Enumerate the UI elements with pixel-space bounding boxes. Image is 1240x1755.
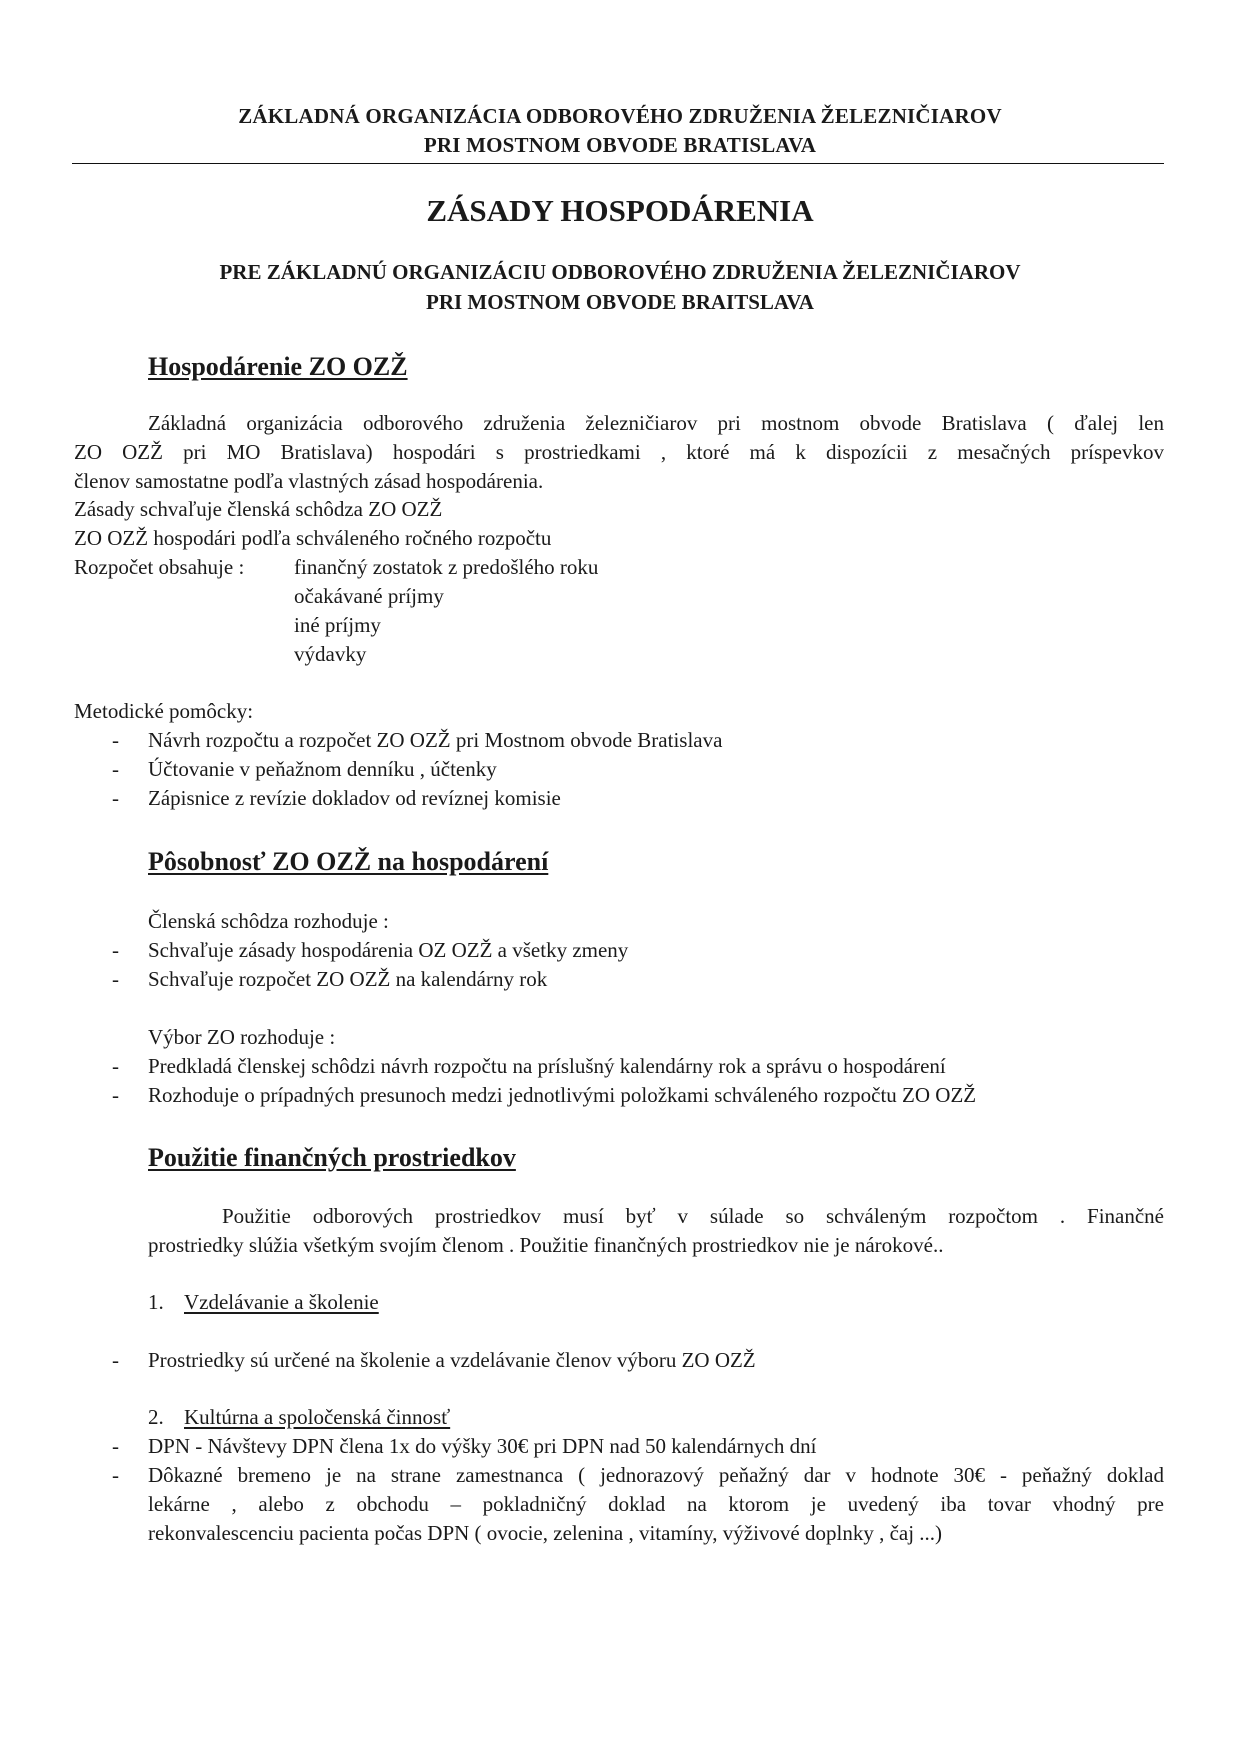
budget-item: iné príjmy — [294, 613, 381, 637]
bullet-dash: - — [112, 1463, 119, 1487]
culture-item-line: lekárne , alebo z obchodu – pokladničný doklad na ktorom je uvedený iba tovar vhodný pre — [148, 1492, 1164, 1516]
list-item-title-culture: Kultúrna a spoločenská činnosť — [184, 1405, 451, 1429]
bullet-dash: - — [112, 938, 119, 962]
committee-item: Rozhoduje o prípadných presunoch medzi jednotlivými položkami schváleného rozpočtu ZO OZŽ — [148, 1083, 977, 1107]
budget-contents-label: Rozpočet obsahuje : — [74, 555, 245, 579]
list-item-title-education: Vzdelávanie a školenie — [184, 1290, 379, 1314]
document-title: ZÁSADY HOSPODÁRENIA — [426, 193, 814, 228]
paragraph-line: prostriedky slúžia všetkým svojím členom . Použitie finančných prostriedkov nie je nárokové.. — [148, 1233, 944, 1257]
bullet-dash: - — [112, 1348, 119, 1372]
members-meeting-label: Členská schôdza rozhoduje : — [148, 909, 389, 933]
section-heading-hospodarenie: Hospodárenie ZO OZŽ — [148, 352, 408, 381]
committee-item: Predkladá členskej schôdzi návrh rozpočtu na príslušný kalendárny rok a správu o hospodárení — [148, 1054, 946, 1078]
header-rule — [72, 163, 1164, 164]
paragraph-line: Použitie odborových prostriedkov musí byť v súlade so schváleným rozpočtom . Finančné — [222, 1204, 1164, 1228]
methodical-aids-label: Metodické pomôcky: — [74, 699, 254, 723]
budget-item: očakávané príjmy — [294, 584, 444, 608]
budget-item: výdavky — [294, 642, 367, 666]
bullet-dash: - — [112, 757, 119, 781]
members-item: Schvaľuje zásady hospodárenia OZ OZŽ a všetky zmeny — [148, 938, 629, 962]
approval-line: Zásady schvaľuje členská schôdza ZO OZŽ — [74, 497, 443, 521]
members-item: Schvaľuje rozpočet ZO OZŽ na kalendárny rok — [148, 967, 548, 991]
org-name-line1: ZÁKLADNÁ ORGANIZÁCIA ODBOROVÉHO ZDRUŽENIA ŽELEZNIČIAROV — [238, 104, 1002, 128]
section-heading-pouzitie: Použitie finančných prostriedkov — [148, 1143, 516, 1172]
bullet-dash: - — [112, 1434, 119, 1458]
education-item: Prostriedky sú určené na školenie a vzdelávanie členov výboru ZO OZŽ — [148, 1348, 756, 1372]
section-heading-posobnost: Pôsobnosť ZO OZŽ na hospodárení — [148, 847, 549, 876]
list-item-number: 2. — [148, 1405, 164, 1429]
paragraph-line: členov samostatne podľa vlastných zásad hospodárenia. — [74, 469, 544, 493]
budget-line: ZO OZŽ hospodári podľa schváleného ročného rozpočtu — [74, 526, 552, 550]
bullet-dash: - — [112, 728, 119, 752]
list-item-number: 1. — [148, 1290, 164, 1314]
culture-item: DPN - Návštevy DPN člena 1x do výšky 30€ pri DPN nad 50 kalendárnych dní — [148, 1434, 817, 1458]
budget-item: finančný zostatok z predošlého roku — [294, 555, 599, 579]
culture-item-line: Dôkazné bremeno je na strane zamestnanca ( jednorazový peňažný dar v hodnote 30€ - peňažný doklad — [148, 1463, 1164, 1487]
org-name-line2: PRI MOSTNOM OBVODE BRATISLAVA — [423, 133, 817, 157]
subtitle-line1: PRE ZÁKLADNÚ ORGANIZÁCIU ODBOROVÉHO ZDRUŽENIA ŽELEZNIČIAROV — [219, 260, 1021, 284]
culture-item-line: rekonvalescenciu pacienta počas DPN ( ovocie, zelenina , vitamíny, výživové doplnky , čaj ...) — [148, 1521, 943, 1545]
aid-item: Návrh rozpočtu a rozpočet ZO OZŽ pri Mostnom obvode Bratislava — [148, 728, 723, 752]
committee-label: Výbor ZO rozhoduje : — [148, 1025, 336, 1049]
bullet-dash: - — [112, 786, 119, 810]
bullet-dash: - — [112, 967, 119, 991]
paragraph-line: Základná organizácia odborového združenia železničiarov pri mostnom obvode Bratislava ( ďalej len — [148, 411, 1164, 435]
subtitle-line2: PRI MOSTNOM OBVODE BRAITSLAVA — [426, 290, 814, 314]
aid-item: Účtovanie v peňažnom denníku , účtenky — [148, 757, 497, 781]
bullet-dash: - — [112, 1083, 119, 1107]
aid-item: Zápisnice z revízie dokladov od revíznej komisie — [148, 786, 561, 810]
bullet-dash: - — [112, 1054, 119, 1078]
paragraph-line: ZO OZŽ pri MO Bratislava) hospodári s prostriedkami , ktoré má k dispozícii z mesačných príspevkov — [74, 440, 1164, 464]
